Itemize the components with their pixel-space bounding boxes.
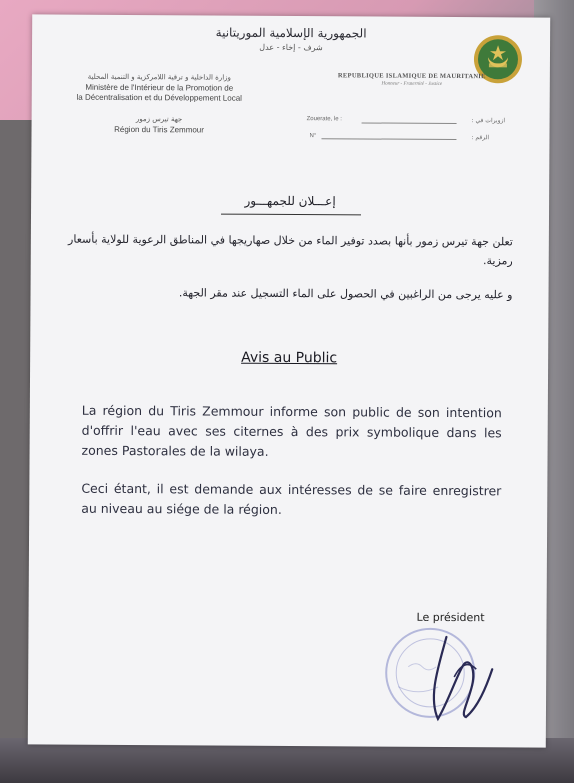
arabic-notice-title: إعـــلان للجمهـــور <box>244 193 336 209</box>
french-notice-paragraph-1: La région du Tiris Zemmour informe son public de son intention d'offrir l'eau avec ses citernes à des prix symbolique dans les zones Pastorales de la wilaya. <box>81 402 502 459</box>
official-stamp-and-signature <box>368 606 519 727</box>
number-blank-line <box>321 138 456 140</box>
notice-document <box>28 14 550 747</box>
signature-label: Le président <box>416 610 485 625</box>
date-label-arabic: ازويرات في : <box>471 117 506 125</box>
arabic-notice-paragraph-2: و عليه يرجى من الراغبين في الحصول على الماء التسجيل عند مقر الجهة. <box>178 286 513 302</box>
french-notice-paragraph-2: Ceci étant, il est demande aux intéresses de se faire enregistrer au niveau au siége de la région. <box>81 480 502 517</box>
republic-name-french: REPUBLIQUE ISLAMIQUE DE MAURITANIE <box>337 72 486 81</box>
ministry-line-2: la Décentralisation et du Développement Local <box>76 92 242 103</box>
arabic-title-underline <box>221 214 361 216</box>
region-name-arabic: جهة تيرس زمور <box>135 115 183 124</box>
date-blank-line <box>362 122 457 124</box>
motto-french: Honneur - Fraternité - Justice <box>381 81 443 87</box>
arabic-notice-paragraph-1: تعلن جهة تيرس زمور بأنها بصدد توفير الماء من خلال صهاريجها في المناطق الرعوية للولاية بأسعار رمزية. <box>68 232 513 268</box>
region-name-french: Région du Tiris Zemmour <box>114 124 204 135</box>
number-label-arabic: الرقم : <box>471 134 490 142</box>
ministry-line-1: Ministère de l'Intérieur de la Promotion de <box>85 82 234 93</box>
ministry-name-french <box>52 83 267 104</box>
date-label: Zouerate, le : <box>306 116 342 123</box>
french-notice-title: Avis au Public <box>241 349 338 367</box>
arabic-state-name: الجمهورية الإسلامية الموريتانية <box>215 25 367 41</box>
arabic-motto: شرف - إخاء - عدل <box>259 42 323 53</box>
ministry-name-arabic: وزارة الداخلية و ترقية اللامركزية و التنمية المحلية <box>87 72 231 82</box>
number-label: N° <box>309 133 317 140</box>
